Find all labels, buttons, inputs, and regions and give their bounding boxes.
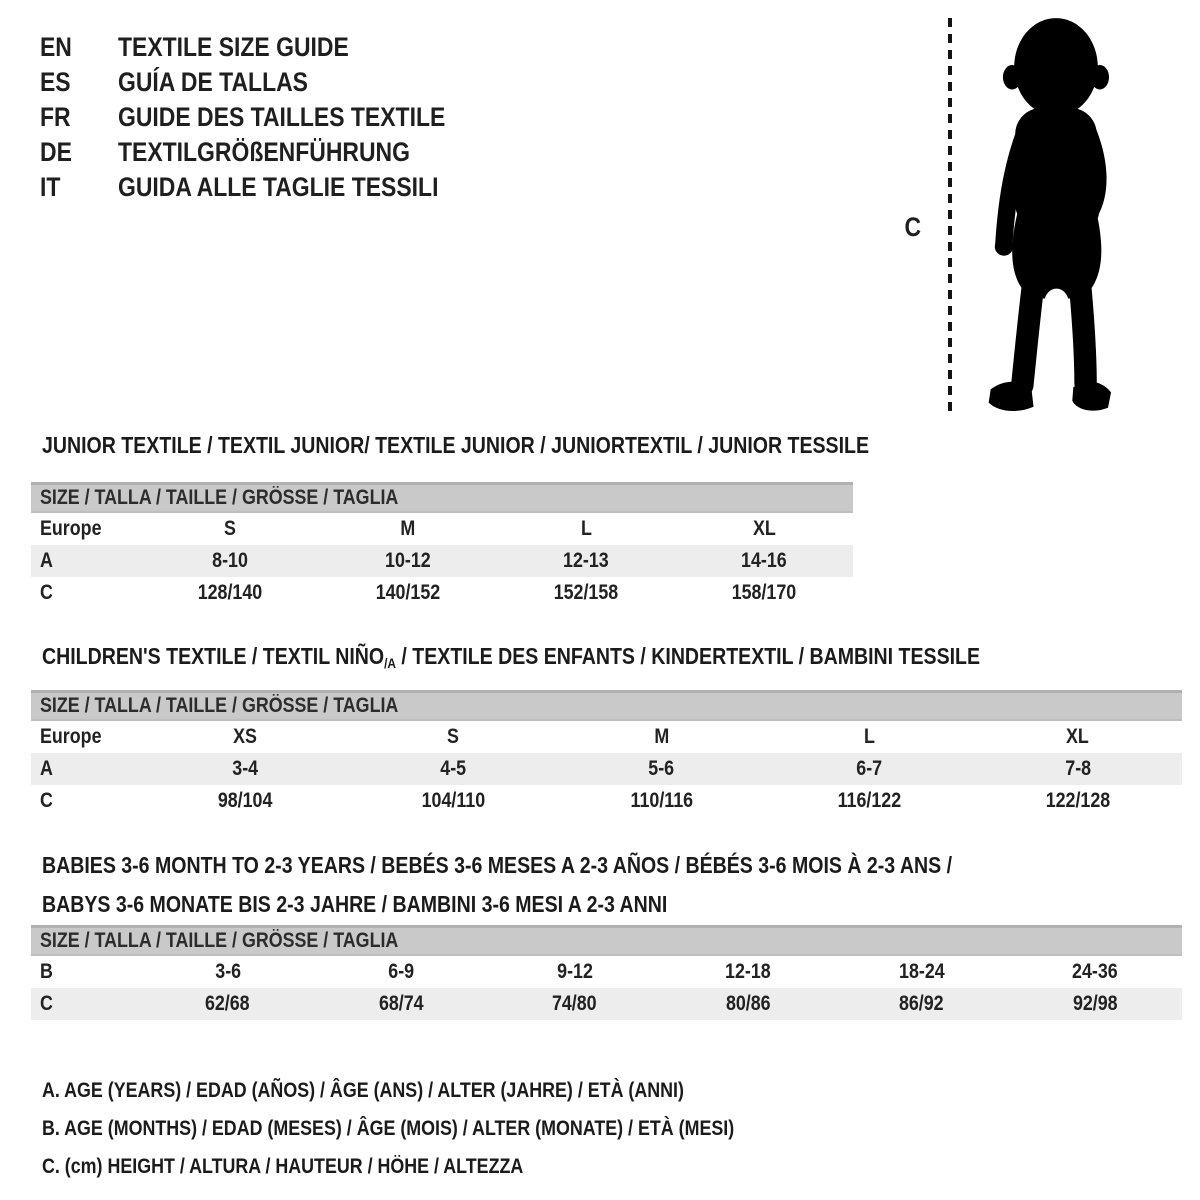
legend-line-b: [42, 1110, 856, 1148]
height-cm-row: [31, 577, 853, 609]
size-value: 110/116: [630, 789, 693, 812]
toddler-silhouette-icon: [966, 14, 1148, 422]
region-label: Europe: [40, 517, 102, 540]
row-label: C: [40, 581, 53, 604]
children-title-suffix: / TEXTILE DES ENFANTS / KINDERTEXTIL / BAMBINI TESSILE: [395, 643, 981, 669]
babies-title-line1: BABIES 3-6 MONTH TO 2-3 YEARS / BEBÉS 3-6 MESES A 2-3 AÑOS / BÉBÉS 3-6 MOIS À 2-3 ANS /: [42, 852, 953, 878]
language-title: TEXTILGRÖßENFÜHRUNG: [118, 137, 410, 167]
size-column-label: XL: [1066, 725, 1090, 748]
legend-line-a: [42, 1072, 856, 1110]
language-row-es: [40, 65, 503, 100]
size-columns-row: [31, 513, 853, 545]
legend-text-b: B. AGE (MONTHS) / EDAD (MESES) / ÂGE (MOIS) / ALTER (MONATE) / ETÀ (MESI): [42, 1117, 735, 1140]
size-value: 8-10: [212, 549, 248, 572]
children-section-title-text: [42, 643, 980, 671]
size-column-label: M: [400, 517, 416, 540]
row-label: A: [40, 757, 53, 780]
legend-text-a: A. AGE (YEARS) / EDAD (AÑOS) / ÂGE (ANS) / ALTER (JAHRE) / ETÀ (ANNI): [42, 1079, 684, 1102]
size-value: 18-24: [898, 960, 945, 983]
size-column-label: XS: [233, 725, 257, 748]
row-label: A: [40, 549, 53, 572]
height-measure-label: C: [904, 212, 922, 242]
size-value: 128/140: [197, 581, 263, 604]
size-header-label: SIZE / TALLA / TAILLE / GRÖSSE / TAGLIA: [40, 694, 399, 717]
size-value: 152/158: [553, 581, 619, 604]
size-value: 3-6: [214, 960, 241, 983]
row-label: C: [40, 789, 53, 812]
language-title: GUIDE DES TAILLES TEXTILE: [118, 102, 446, 132]
size-column-label: L: [580, 517, 592, 540]
language-code: FR: [40, 102, 71, 132]
size-value: 140/152: [375, 581, 441, 604]
size-header-label: SIZE / TALLA / TAILLE / GRÖSSE / TAGLIA: [40, 486, 399, 509]
size-column-label: M: [654, 725, 669, 748]
size-value: 74/80: [552, 992, 598, 1015]
junior-table-grid: [31, 513, 853, 609]
language-row-fr: [40, 100, 503, 135]
size-value: 98/104: [217, 789, 273, 812]
size-value: 9-12: [556, 960, 593, 983]
size-value: 6-7: [856, 757, 883, 780]
height-cm-row: [31, 785, 1182, 817]
size-header-label: SIZE / TALLA / TAILLE / GRÖSSE / TAGLIA: [40, 929, 399, 952]
children-size-table: [31, 690, 1182, 817]
height-dashed-line: [948, 18, 952, 416]
height-cm-row: [31, 988, 1182, 1020]
children-title-prefix: CHILDREN'S TEXTILE / TEXTIL NIÑO: [42, 643, 385, 669]
language-code: DE: [40, 137, 72, 167]
babies-title-line2: BABYS 3-6 MONATE BIS 2-3 JAHRE / BAMBINI 3-6 MESI A 2-3 ANNI: [42, 891, 668, 917]
language-title: GUIDA ALLE TAGLIE TESSILI: [118, 172, 439, 202]
size-value: 5-6: [648, 757, 675, 780]
language-row-de: [40, 135, 503, 170]
age-months-row: [31, 956, 1182, 988]
children-section-title: [42, 643, 1146, 671]
language-title-list: [40, 30, 503, 205]
size-value: 158/170: [731, 581, 797, 604]
size-value: 122/128: [1045, 789, 1111, 812]
language-row-en: [40, 30, 503, 65]
size-columns-row: [31, 721, 1182, 753]
language-code: EN: [40, 32, 72, 62]
row-label: C: [40, 992, 53, 1015]
junior-section-title: [42, 432, 1015, 459]
legend-text-c: C. (cm) HEIGHT / ALTURA / HAUTEUR / HÖHE / ALTEZZA: [42, 1155, 524, 1178]
size-header-band: [31, 690, 1182, 721]
size-value: 12-18: [725, 960, 772, 983]
size-column-label: XL: [752, 517, 776, 540]
size-value: 86/92: [899, 992, 945, 1015]
size-column-label: S: [447, 725, 460, 748]
size-value: 116/122: [837, 789, 902, 812]
children-title-subscript: /A: [384, 655, 396, 671]
size-value: 92/98: [1072, 992, 1118, 1015]
language-row-it: [40, 170, 503, 205]
size-value: 12-13: [563, 549, 609, 572]
legend-line-c: [42, 1148, 856, 1186]
language-title: GUÍA DE TALLAS: [118, 67, 308, 97]
size-header-band: [31, 925, 1182, 956]
junior-size-table: [31, 482, 853, 609]
size-column-label: L: [864, 725, 876, 748]
row-label: B: [40, 960, 53, 983]
children-table-grid: [31, 721, 1182, 817]
region-label: Europe: [40, 725, 102, 748]
size-value: 14-16: [741, 549, 787, 572]
size-header-band: [31, 482, 853, 513]
age-years-row: [31, 753, 1182, 785]
babies-size-table: [31, 925, 1182, 1020]
size-value: 3-4: [232, 757, 258, 780]
size-value: 24-36: [1072, 960, 1119, 983]
junior-section-title-text: JUNIOR TEXTILE / TEXTIL JUNIOR/ TEXTILE JUNIOR / JUNIORTEXTIL / JUNIOR TESSILE: [42, 432, 870, 458]
size-value: 6-9: [388, 960, 415, 983]
language-code: ES: [40, 67, 71, 97]
babies-section-title: [42, 846, 1113, 924]
size-value: 7-8: [1064, 757, 1091, 780]
age-years-row: [31, 545, 853, 577]
language-title: TEXTILE SIZE GUIDE: [118, 32, 349, 62]
language-code: IT: [40, 172, 61, 202]
size-column-label: S: [224, 517, 236, 540]
size-value: 4-5: [440, 757, 467, 780]
size-value: 80/86: [725, 992, 771, 1015]
size-value: 104/110: [421, 789, 486, 812]
size-value: 10-12: [385, 549, 431, 572]
legend: [42, 1072, 856, 1186]
size-value: 68/74: [378, 992, 424, 1015]
size-value: 62/68: [205, 992, 251, 1015]
babies-table-grid: [31, 956, 1182, 1020]
